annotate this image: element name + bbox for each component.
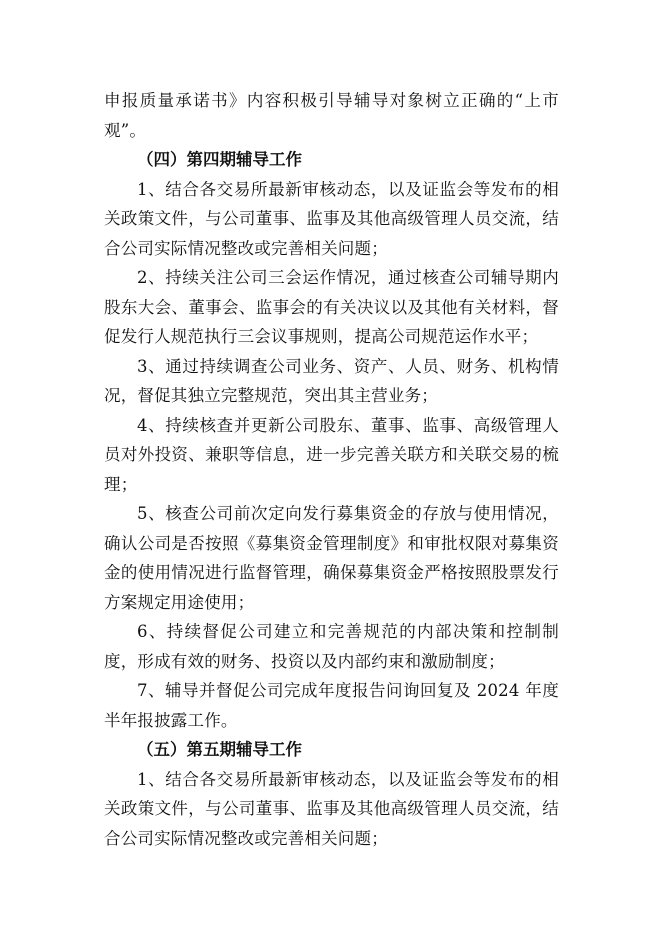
document-body [104,86,559,853]
section-4-item-1: 1、结合各交易所最新审核动态，以及证监会等发布的相关政策文件，与公司董事、监事及其他高级管理人员交流，结合公司实际情况整改或完善相关问题； [104,179,559,258]
section-4-heading: （四）第四期辅导工作 [137,150,302,169]
section-4-item-7: 7、辅导并督促公司完成年度报告问询回复及 2024 年度半年报披露工作。 [104,681,559,730]
section-4-item-3: 3、通过持续调查公司业务、资产、人员、财务、机构情况，督促其独立完整规范，突出其主营业务； [104,356,559,405]
section-5-heading: （五）第五期辅导工作 [137,740,302,759]
continuation-paragraph: 申报质量承诺书》内容积极引导辅导对象树立正确的“上市观”。 [104,91,559,140]
section-4-item-2: 2、持续关注公司三会运作情况，通过核查公司辅导期内股东大会、董事会、监事会的有关决议以及其他有关材料，督促发行人规范执行三会议事规则，提高公司规范运作水平； [104,268,559,346]
section-5-item-1: 1、结合各交易所最新审核动态，以及证监会等发布的相关政策文件，与公司董事、监事及其他高级管理人员交流，结合公司实际情况整改或完善相关问题； [104,769,559,848]
section-4-item-6: 6、持续督促公司建立和完善规范的内部决策和控制制度，形成有效的财务、投资以及内部约束和激励制度； [104,622,559,671]
section-4-item-5: 5、核查公司前次定向发行募集资金的存放与使用情况，确认公司是否按照《募集资金管理制度》和审批权限对募集资金的使用情况进行监督管理，确保募集资金严格按照股票发行方案规定用途使用； [104,504,559,612]
section-4-item-4: 4、持续核查并更新公司股东、董事、监事、高级管理人员对外投资、兼职等信息，进一步完善关联方和关联交易的梳理； [104,415,559,494]
